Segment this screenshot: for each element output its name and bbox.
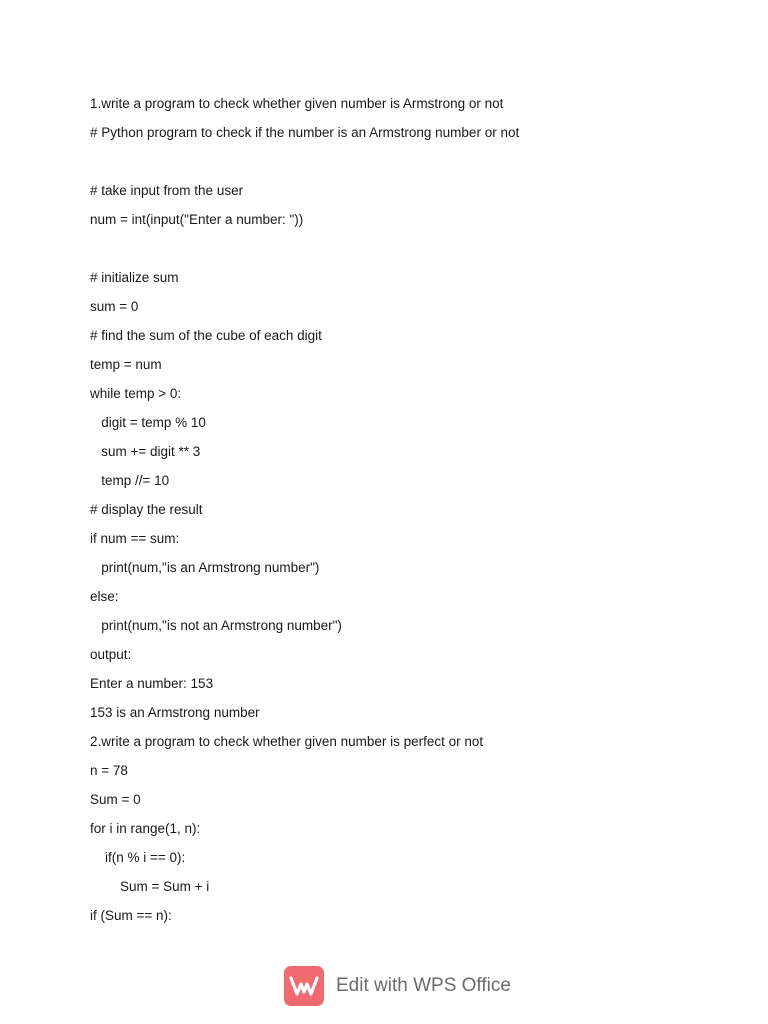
document-line: for i in range(1, n):: [90, 821, 201, 836]
document-body: [90, 89, 730, 930]
document-line: temp = num: [90, 357, 162, 372]
document-line: print(num,"is an Armstrong number"): [90, 560, 320, 575]
document-line: n = 78: [90, 763, 128, 778]
document-line: # Python program to check if the number is an Armstrong number or not: [90, 125, 520, 140]
document-line: 2.write a program to check whether given number is perfect or not: [90, 734, 484, 749]
document-line: else:: [90, 589, 119, 604]
document-line: # find the sum of the cube of each digit: [90, 328, 322, 343]
document-line: num = int(input("Enter a number: ")): [90, 212, 304, 227]
document-line: if num == sum:: [90, 531, 180, 546]
document-line: sum += digit ** 3: [90, 444, 201, 459]
document-line: output:: [90, 647, 132, 662]
document-line: [90, 147, 730, 176]
document-line: [90, 234, 730, 263]
wps-office-logo-icon[interactable]: [284, 966, 324, 1006]
document-line: if(n % i == 0):: [90, 850, 186, 865]
document-line: while temp > 0:: [90, 386, 182, 401]
document-line: digit = temp % 10: [90, 415, 206, 430]
document-line: 153 is an Armstrong number: [90, 705, 260, 720]
document-line: 1.write a program to check whether given number is Armstrong or not: [90, 96, 504, 111]
document-line: Sum = Sum + i: [90, 879, 210, 894]
document-line: if (Sum == n):: [90, 908, 172, 923]
document-line: # display the result: [90, 502, 203, 517]
document-line: Enter a number: 153: [90, 676, 214, 691]
document-line: # take input from the user: [90, 183, 244, 198]
document-line: # initialize sum: [90, 270, 179, 285]
document-line: Sum = 0: [90, 792, 141, 807]
document-line: temp //= 10: [90, 473, 170, 488]
document-line: sum = 0: [90, 299, 139, 314]
edit-with-wps-banner[interactable]: [284, 966, 511, 1006]
document-line: print(num,"is not an Armstrong number"): [90, 618, 342, 633]
edit-with-wps-label[interactable]: Edit with WPS Office: [336, 975, 511, 996]
